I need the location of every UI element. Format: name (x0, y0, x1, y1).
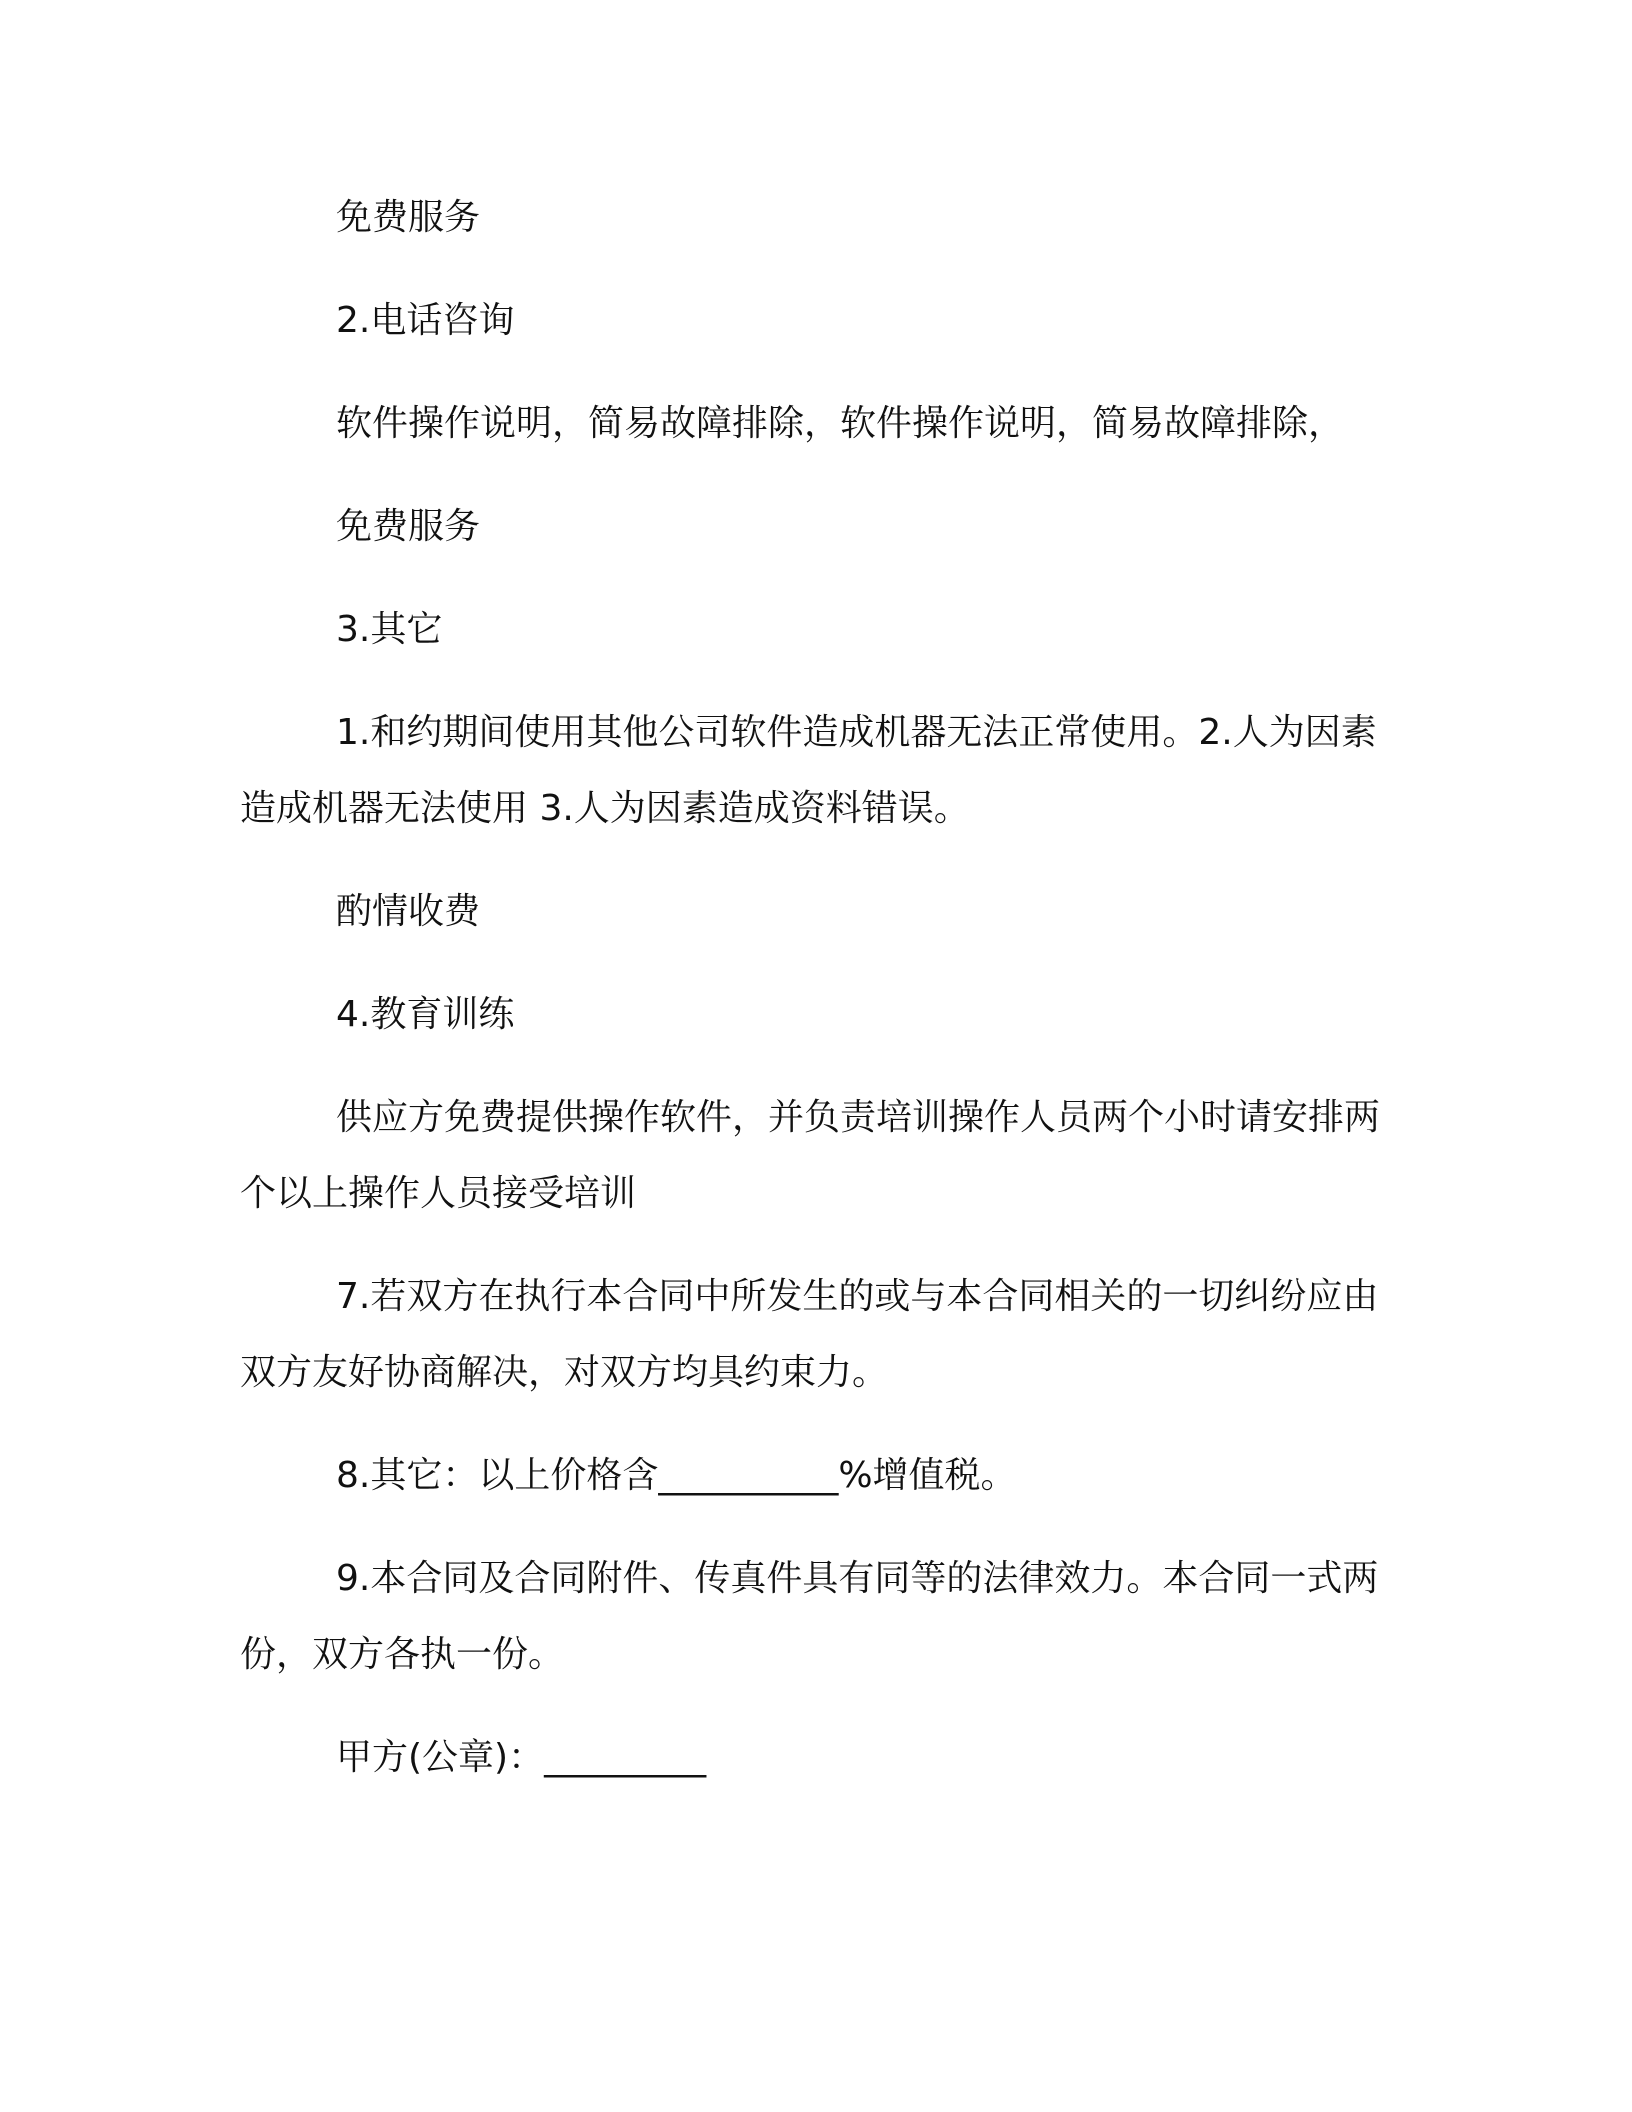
paragraph-training-heading: 4.教育训练 (336, 994, 515, 1035)
paragraph-legal-effect: 9.本合同及合同附件、传真件具有同等的法律效力。本合同一式两份，双方各执一份。 (240, 1558, 1379, 1675)
paragraph-dispute-clause: 7.若双方在执行本合同中所发生的或与本合同相关的一切纠纷应由双方友好协商解决，对双方均具约束力。 (240, 1276, 1379, 1393)
paragraph-phone-consult: 2.电话咨询 (336, 300, 515, 341)
paragraph-other-heading: 3.其它 (336, 609, 443, 650)
document-body (240, 180, 1380, 1823)
paragraph-other-items: 1.和约期间使用其他公司软件造成机器无法正常使用。2.人为因素造成机器无法使用 3.人为因素造成资料错误。 (240, 712, 1377, 829)
paragraph-charge-discretion: 酌情收费 (336, 891, 481, 932)
paragraph-software-instructions: 软件操作说明，简易故障排除，软件操作说明，简易故障排除， (336, 403, 1345, 444)
paragraph-party-a-seal: 甲方(公章)：_________ (336, 1737, 707, 1778)
paragraph-training-detail: 供应方免费提供操作软件，并负责培训操作人员两个小时请安排两个以上操作人员接受培训 (240, 1097, 1381, 1214)
paragraph-free-service-1: 免费服务 (336, 197, 481, 238)
paragraph-free-service-2: 免费服务 (336, 506, 481, 547)
paragraph-tax-clause: 8.其它：以上价格含__________%增值税。 (336, 1455, 1017, 1496)
